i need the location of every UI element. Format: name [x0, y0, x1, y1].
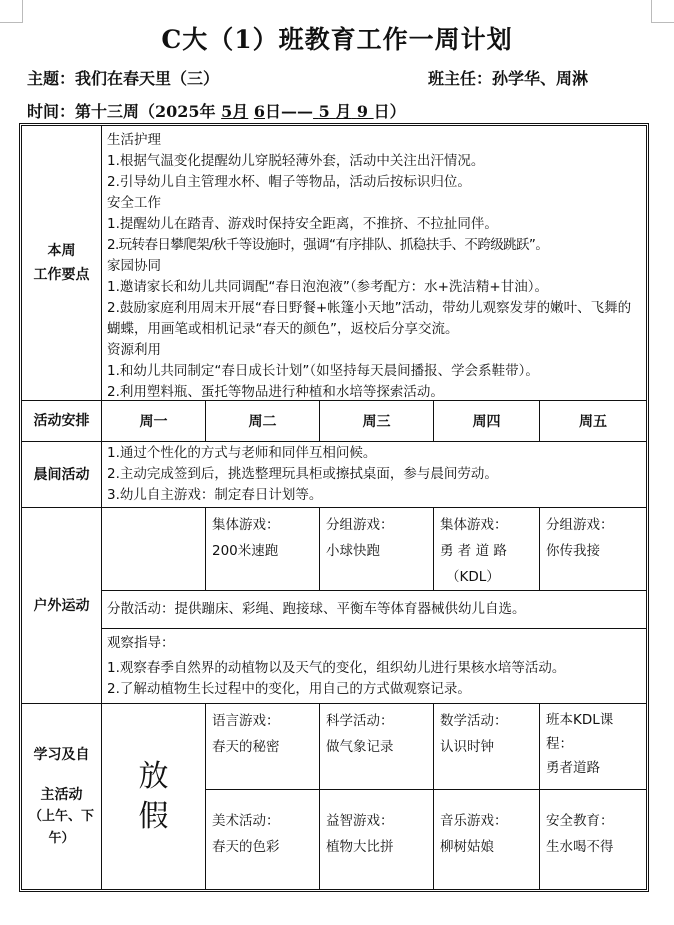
- morning-item: 3.幼儿自主游戏：制定春日计划等。: [107, 487, 323, 503]
- learning-activity-cell: [434, 790, 540, 889]
- activity-name: 认识时钟: [440, 739, 494, 755]
- observation-item: 2.了解动植物生长过程中的变化，用自己的方式做观察记录。: [107, 681, 471, 697]
- activity-type: 美术活动：: [212, 813, 280, 829]
- holiday-text: 假: [138, 798, 169, 834]
- start-month: 5: [221, 102, 233, 121]
- outdoor-game-cell: [434, 508, 540, 591]
- outdoor-label: 户外运动: [33, 597, 90, 614]
- learning-activity-cell: [320, 790, 434, 889]
- day-header: 周一: [102, 401, 206, 442]
- focus-item: 2.利用塑料瓶、蛋托等物品进行种植和水培等探索活动。: [107, 384, 444, 400]
- activity-name: 勇者道路: [546, 760, 600, 776]
- end-month: 5: [318, 102, 330, 121]
- game-name: 200米速跑: [212, 543, 279, 559]
- learning-label: 午）: [48, 830, 75, 846]
- activity-type: 音乐游戏：: [440, 813, 508, 829]
- focus-heading: 资源利用: [107, 342, 161, 358]
- day-header: 周三: [320, 401, 434, 442]
- schedule-label-cell: [22, 401, 102, 442]
- focus-label: 工作要点: [33, 267, 90, 283]
- activity-type: 益智游戏：: [326, 813, 394, 829]
- learning-label: （上午、下: [28, 808, 94, 824]
- activity-type: 语言游戏：: [212, 713, 280, 729]
- focus-content: [102, 126, 646, 401]
- focus-item: 2.玩转春日攀爬架/秋千等设施时，强调“有序排队、抓稳扶手、不跨级跳跃”。: [107, 237, 549, 253]
- game-type: 集体游戏：: [212, 517, 280, 533]
- focus-item: 1.根据气温变化提醒幼儿穿脱轻薄外套，活动中关注出汗情况。: [107, 153, 485, 169]
- game-name: 小球快跑: [326, 543, 380, 559]
- focus-heading: 生活护理: [107, 132, 161, 148]
- scatter-text: 分散活动：提供蹦床、彩绳、跑接球、平衡车等体育器械供幼儿自选。: [107, 601, 526, 617]
- activity-name: 春天的秘密: [212, 739, 280, 755]
- outdoor-observation: [102, 629, 646, 704]
- teacher-label: 班主任：: [428, 69, 493, 88]
- activity-name: 柳树姑娘: [440, 839, 494, 855]
- learning-activity-cell: [434, 704, 540, 790]
- learning-activity-cell: [540, 704, 646, 790]
- start-day: 6: [253, 102, 266, 121]
- learning-activity-cell: [540, 790, 646, 889]
- theme-label: 主题：: [27, 69, 76, 88]
- plan-table: [19, 123, 649, 892]
- end-day: 9: [356, 102, 369, 121]
- activity-type: 数学活动：: [440, 713, 508, 729]
- game-type: 集体游戏：: [440, 517, 508, 533]
- learning-label-cell: [22, 704, 102, 889]
- focus-item: 1.和幼儿共同制定“春日成长计划”（如坚持每天晨间播报、学会系鞋带）。: [107, 363, 539, 379]
- theme-value: 我们在春天里（三）: [75, 69, 220, 88]
- learning-label: 主活动: [40, 786, 83, 803]
- time-label: 时间：: [27, 102, 76, 121]
- game-name: 勇 者 道 路: [440, 543, 507, 559]
- theme-line: [27, 66, 219, 89]
- holiday-text: 放: [138, 758, 169, 794]
- game-extra: （KDL）: [446, 569, 500, 585]
- outdoor-game-cell: [320, 508, 434, 591]
- activity-name: 春天的色彩: [212, 839, 280, 855]
- game-type: 分组游戏：: [546, 517, 614, 533]
- time-line: [27, 99, 406, 122]
- morning-item: 2.主动完成签到后，挑选整理玩具柜或擦拭桌面，参与晨间劳动。: [107, 466, 498, 482]
- focus-item: 1.邀请家长和幼儿共同调配“春日泡泡液”（参考配方：水+洗洁精+甘油）。: [107, 279, 548, 295]
- teacher-line: [428, 66, 588, 89]
- outdoor-label-cell: [22, 508, 102, 704]
- focus-label-cell: [22, 126, 102, 401]
- activity-name: 做气象记录: [326, 739, 394, 755]
- date-end: 日）: [373, 102, 406, 121]
- activity-type: 安全教育：: [546, 813, 614, 829]
- end-month-unit: 月: [335, 102, 352, 121]
- page-title: C大（1）班教育工作一周计划: [161, 25, 513, 54]
- activity-name: 生水喝不得: [546, 839, 614, 855]
- day-header: 周五: [540, 401, 646, 442]
- outdoor-scatter: [102, 591, 646, 629]
- activity-type: 科学活动：: [326, 713, 394, 729]
- activity-type: 班本KDL课程：: [546, 712, 614, 752]
- start-month-unit: 月: [232, 102, 249, 121]
- day-header: 周二: [206, 401, 320, 442]
- morning-item: 1.通过个性化的方式与老师和同伴互相问候。: [107, 445, 377, 461]
- holiday-cell: [102, 704, 206, 889]
- learning-activity-cell: [206, 704, 320, 790]
- observation-item: 1.观察春季自然界的动植物以及天气的变化，组织幼儿进行果核水培等活动。: [107, 660, 566, 676]
- focus-label: 本周: [47, 243, 76, 259]
- learning-activity-cell: [320, 704, 434, 790]
- schedule-label: 活动安排: [33, 413, 90, 429]
- morning-label: 晨间活动: [33, 466, 90, 483]
- outdoor-game-cell: [540, 508, 646, 591]
- game-type: 分组游戏：: [326, 517, 394, 533]
- focus-item: 2.鼓励家庭利用周末开展“春日野餐+帐篷小天地”活动，带幼儿观察发芽的嫩叶、飞舞的蝴蝶，用画笔或相机记录“春天的颜色”，返校后分享交流。: [107, 300, 632, 337]
- learning-activity-cell: [206, 790, 320, 889]
- focus-item: 2.引导幼儿自主管理水杯、帽子等物品，活动后按标识归位。: [107, 174, 471, 190]
- outdoor-empty-cell: [102, 508, 206, 591]
- teacher-value: 孙学华、周淋: [492, 69, 589, 88]
- day-header: 周四: [434, 401, 540, 442]
- week-text: 第十三周（2025年: [75, 102, 216, 121]
- date-dash: 日——: [265, 102, 314, 121]
- morning-content: [102, 442, 646, 508]
- game-name: 你传我接: [546, 543, 600, 559]
- observation-title: 观察指导：: [107, 635, 175, 651]
- activity-name: 植物大比拼: [326, 839, 394, 855]
- learning-label: 学习及自: [33, 746, 90, 763]
- focus-heading: 安全工作: [107, 195, 161, 211]
- outdoor-game-cell: [206, 508, 320, 591]
- focus-item: 1.提醒幼儿在踏青、游戏时保持安全距离，不推挤、不拉扯同伴。: [107, 216, 498, 232]
- focus-heading: 家园协同: [107, 258, 161, 274]
- morning-label-cell: [22, 442, 102, 508]
